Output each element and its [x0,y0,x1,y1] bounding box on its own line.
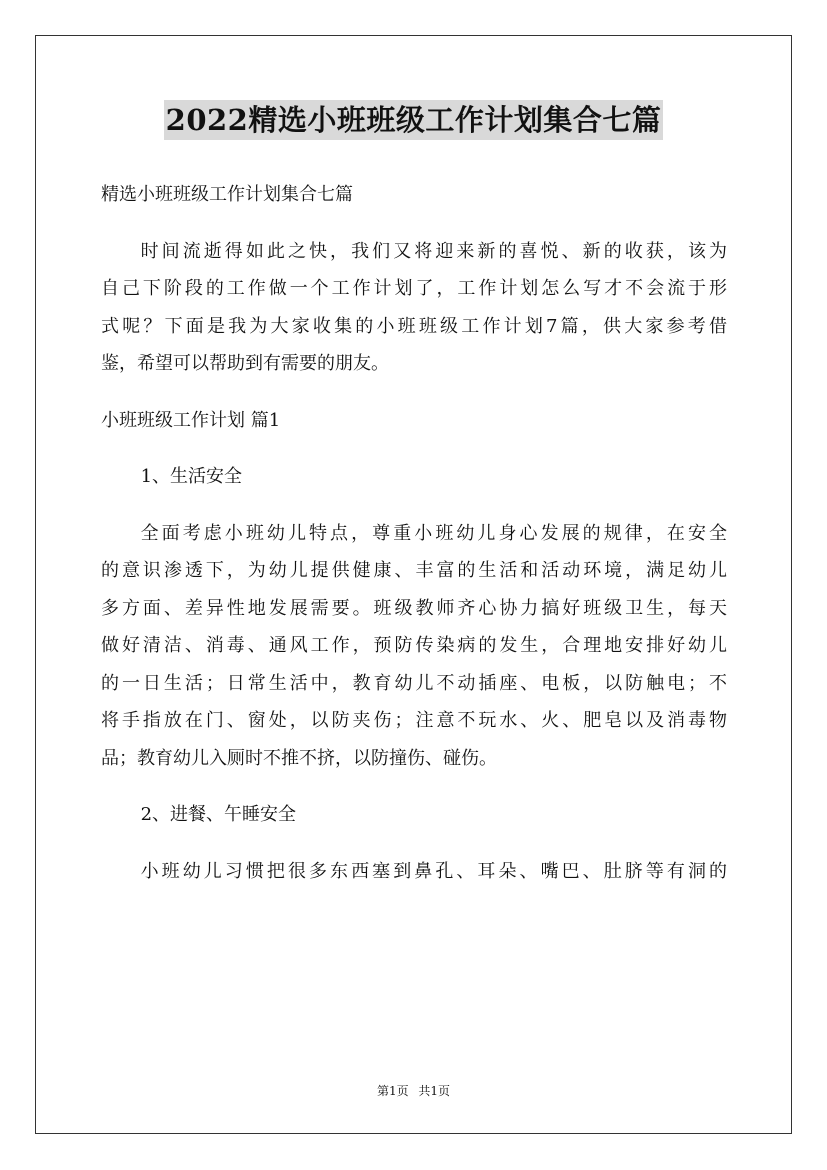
paragraph-line: 小班幼儿习惯把很多东西塞到鼻孔、耳朵、嘴巴、肚脐等有洞的 [140,860,727,882]
paragraph-line: 小班班级工作计划 篇1 [101,409,281,431]
page-footer [0,1083,827,1099]
paragraph-line: 时间流逝得如此之快，我们又将迎来新的喜悦、新的收获，该为 [140,240,727,262]
document-body [101,176,727,909]
paragraph-line: 将手指放在门、窗处，以防夹伤；注意不玩水、火、肥皂以及消毒物 [101,710,727,731]
paragraph-line: 的意识渗透下，为幼儿提供健康、丰富的生活和活动环境，满足幼儿 [101,560,727,581]
paragraph-line: 精选小班班级工作计划集合七篇 [101,184,353,205]
paragraph-line: 多方面、差异性地发展需要。班级教师齐心协力搞好班级卫生，每天 [101,597,727,619]
paragraph-line: 品；教育幼儿入厕时不推不挤，以防撞伤、碰伤。 [101,747,497,769]
paragraph-line: 式呢？下面是我为大家收集的小班班级工作计划7篇，供大家参考借 [101,315,727,337]
title-container [0,100,827,140]
document-title: 2022精选小班班级工作计划集合七篇 [164,100,664,140]
paragraph-line: 2、进餐、午睡安全 [140,804,297,825]
paragraph-line: 自己下阶段的工作做一个工作计划了，工作计划怎么写才不会流于形 [101,278,727,299]
page-number: 第1页 [376,1084,409,1098]
paragraph-line: 1、生活安全 [140,466,243,487]
paragraph-line: 全面考虑小班幼儿特点，尊重小班幼儿身心发展的规律，在安全 [140,522,727,544]
paragraph-line: 鉴，希望可以帮助到有需要的朋友。 [101,353,389,374]
paragraph-line: 做好清洁、消毒、通风工作，预防传染病的发生，合理地安排好幼儿 [101,635,727,656]
paragraph-line: 的一日生活；日常生活中，教育幼儿不动插座、电板，以防触电；不 [101,672,727,694]
page-total: 共1页 [418,1084,451,1098]
